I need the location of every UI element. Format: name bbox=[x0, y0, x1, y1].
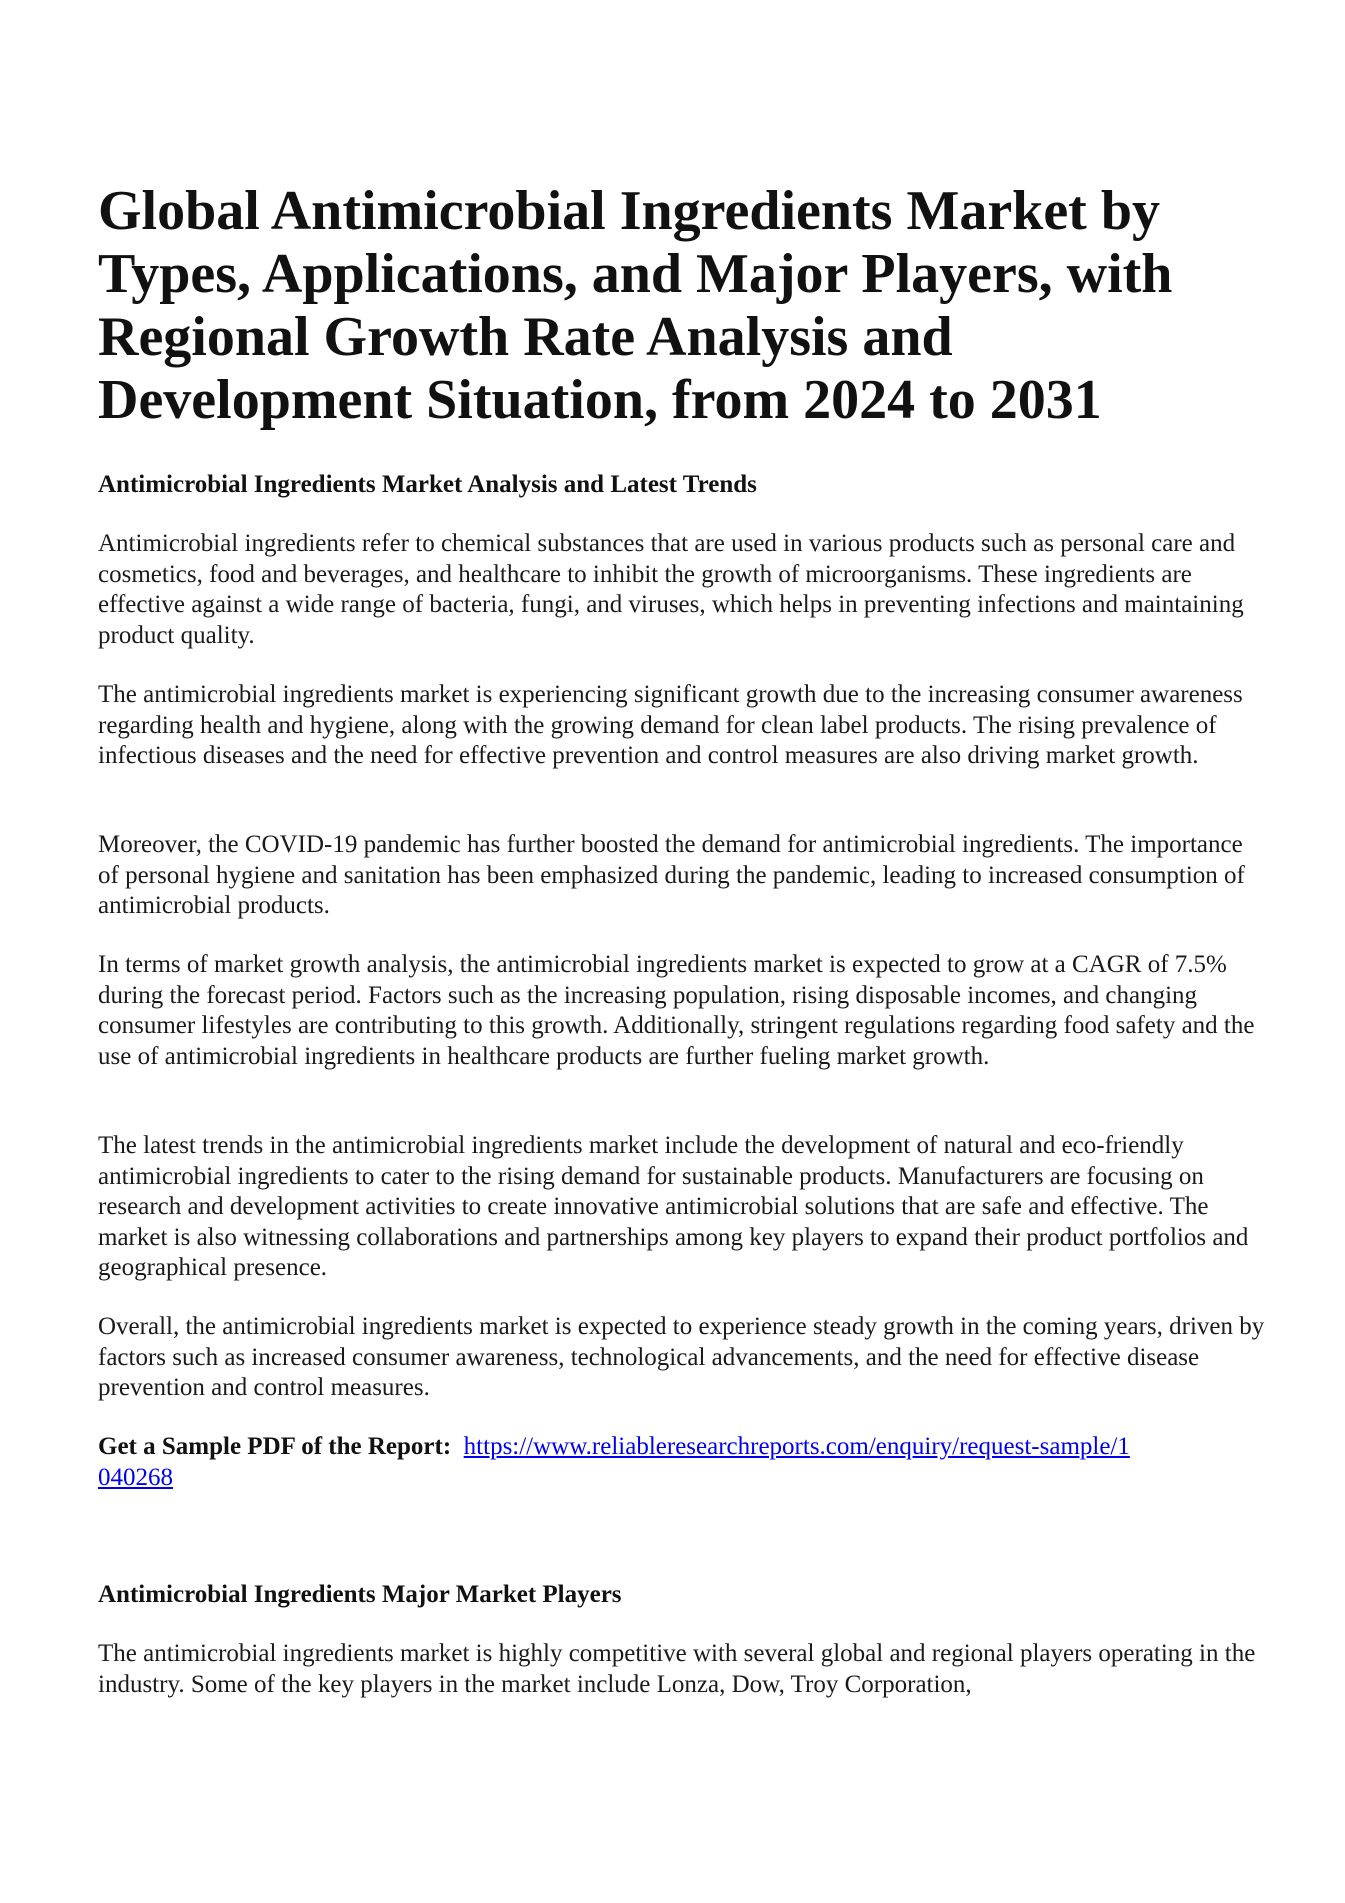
document-title: Global Antimicrobial Ingredients Market by Types, Applications, and Major Players, with Regional Growth Rate Analysis and Development Situation, from 2024 to 2031 bbox=[98, 180, 1173, 431]
paragraph-covid-impact: Moreover, the COVID-19 pandemic has further boosted the demand for antimicrobial ingredients. The importance of personal hygiene and sanitation has been emphasized during the pandemic, leading to increased consumption of antimicrobial products. bbox=[98, 831, 1245, 919]
paragraph-key-players: The antimicrobial ingredients market is highly competitive with several global and regional players operating in the industry. Some of the key players in the market include Lonza, Dow, Troy Corporation, bbox=[98, 1640, 1256, 1698]
paragraph-definition: Antimicrobial ingredients refer to chemical substances that are used in various products such as personal care and cosmetics, food and beverages, and healthcare to inhibit the growth of microorganisms. These ingredients are effective against a wide range of bacteria, fungi, and viruses, which helps in preventing infections and maintaining product quality. bbox=[98, 530, 1244, 649]
paragraph-overall-outlook: Overall, the antimicrobial ingredients market is expected to experience steady growth in the coming years, driven by factors such as increased consumer awareness, technological advancements, and the need for effective disease prevention and control measures. bbox=[98, 1313, 1265, 1401]
section-heading-major-players: Antimicrobial Ingredients Major Market Players bbox=[98, 1581, 622, 1608]
sample-pdf-label: Get a Sample PDF of the Report: bbox=[98, 1433, 452, 1460]
paragraph-latest-trends: The latest trends in the antimicrobial ingredients market include the development of natural and eco-friendly antimicrobial ingredients to cater to the rising demand for sustainable products. Manufacturers are focusing on research and development activities to create innovative antimicrobial solutions that are safe and effective. The market is also witnessing collaborations and partnerships among key players to expand their product portfolios and geographical presence. bbox=[98, 1132, 1249, 1281]
paragraph-growth-drivers: The antimicrobial ingredients market is experiencing significant growth due to the increasing consumer awareness regarding health and hygiene, along with the growing demand for clean label products. The rising prevalence of infectious diseases and the need for effective prevention and control measures are also driving market growth. bbox=[98, 681, 1243, 769]
section-heading-market-analysis: Antimicrobial Ingredients Market Analysis and Latest Trends bbox=[98, 471, 757, 498]
paragraph-growth-analysis: In terms of market growth analysis, the antimicrobial ingredients market is expected to grow at a CAGR of 7.5% during the forecast period. Factors such as the increasing population, rising disposable incomes, and changing consumer lifestyles are contributing to this growth. Additionally, stringent regulations regarding food safety and the use of antimicrobial ingredients in healthcare products are further fueling market growth. bbox=[98, 951, 1255, 1070]
sample-pdf-line bbox=[98, 1432, 1138, 1493]
sample-pdf-link[interactable]: https://www.reliableresearchreports.com/enquiry/request-sample/1040268 bbox=[98, 1433, 1130, 1491]
